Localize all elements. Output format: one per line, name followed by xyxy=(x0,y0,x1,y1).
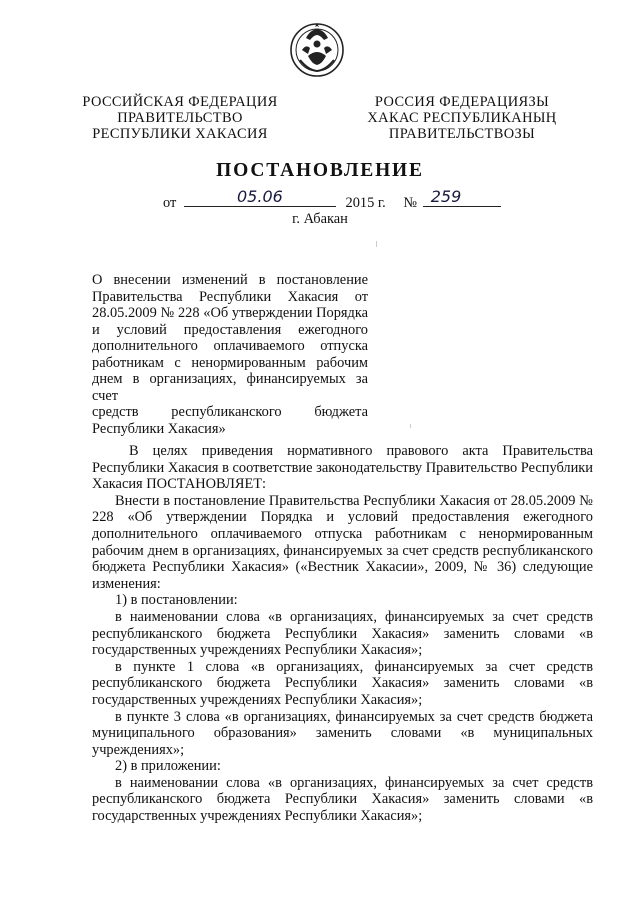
header-left-line: РЕСПУБЛИКИ ХАКАСИЯ xyxy=(92,126,268,143)
subject-line: 28.05.2009 № 228 «Об утверждении Порядка xyxy=(92,305,368,321)
header-left-line: ПРАВИТЕЛЬСТВО xyxy=(117,110,243,127)
body-paragraph: в наименовании слова «в организациях, финансируемых за счет средств республиканского бюджета Республики Хакасия» заменить словами «в государственных учреждениях Республики Хакасия»; xyxy=(92,608,593,659)
header-right-line: РОССИЯ ФЕДЕРАЦИЯЗЫ xyxy=(374,94,550,110)
body-paragraph: 1) в постановлении: xyxy=(115,592,238,609)
number-prefix: № xyxy=(403,195,418,211)
header-right xyxy=(357,94,567,143)
subject-line: Республики Хакасия» xyxy=(92,420,226,437)
scan-mark xyxy=(376,241,377,247)
date-prefix: от xyxy=(163,195,177,211)
body-paragraph: В целях приведения нормативного правового акта Правительства Республики Хакасия в соответствие законодательству Правительство Республики Хакасия ПОСТАНОВЛЯЕТ: xyxy=(92,443,593,493)
document-body xyxy=(92,443,593,825)
date-line xyxy=(163,187,501,212)
year: 2015 г. xyxy=(345,195,386,211)
coat-of-arms-icon xyxy=(288,20,346,78)
body-paragraph: в пункте 1 слова «в организациях, финансируемых за счет средств республиканского бюджета Республики Хакасия» заменить словами «в государственных учреждениях Республики Хакасия»; xyxy=(92,658,593,708)
date-blank xyxy=(184,187,336,207)
header-right-line: ПРАВИТЕЛЬСТВОЗЫ xyxy=(388,126,536,143)
header-left-line: РОССИЙСКАЯ ФЕДЕРАЦИЯ xyxy=(82,94,278,110)
scan-mark xyxy=(410,424,411,428)
header-left xyxy=(75,94,285,143)
body-paragraph: в наименовании слова «в организациях, финансируемых за счет средств республиканского бюджета Республики Хакасия» заменить словами «в государственных учреждениях Республики Хакасия»; xyxy=(92,774,593,825)
subject-line: и условий предоставления ежегодного xyxy=(92,321,368,338)
document-subject xyxy=(92,272,368,437)
document-title: ПОСТАНОВЛЕНИЕ xyxy=(216,160,424,181)
body-paragraph: в пункте 3 слова «в организациях, финансируемых за счет средств бюджета муниципального образования» заменить словами «в муниципальных учреждениях»; xyxy=(92,708,593,758)
number-blank xyxy=(423,187,501,207)
header-right-line: ХАКАС РЕСПУБЛИКАНЫҢ xyxy=(367,110,557,127)
body-paragraph: Внести в постановление Правительства Республики Хакасия от 28.05.2009 № 228 «Об утверждении Порядка и условий предоставления ежегодного дополнительного оплачиваемого отпуска работникам с ненормированным рабочим днем в организациях, финансируемых за счет средств республиканского бюджета Республики Хакасия» («Вестник Хакасии», 2009, № 36) следующие изменения: xyxy=(92,492,593,592)
handwritten-number: 259 xyxy=(430,187,462,206)
subject-line: Правительства Республики Хакасия от xyxy=(92,288,368,305)
subject-line: дополнительного оплачиваемого отпуска xyxy=(92,338,368,354)
subject-line: средств республиканского бюджета xyxy=(92,404,368,420)
subject-line: днем в организациях, финансируемых за счет xyxy=(92,371,368,404)
city: г. Абакан xyxy=(292,211,348,227)
handwritten-date: 05.06 xyxy=(237,187,283,206)
subject-line: О внесении изменений в постановление xyxy=(92,272,368,288)
subject-line: работникам с ненормированным рабочим xyxy=(92,354,368,371)
body-paragraph: 2) в приложении: xyxy=(115,758,221,775)
